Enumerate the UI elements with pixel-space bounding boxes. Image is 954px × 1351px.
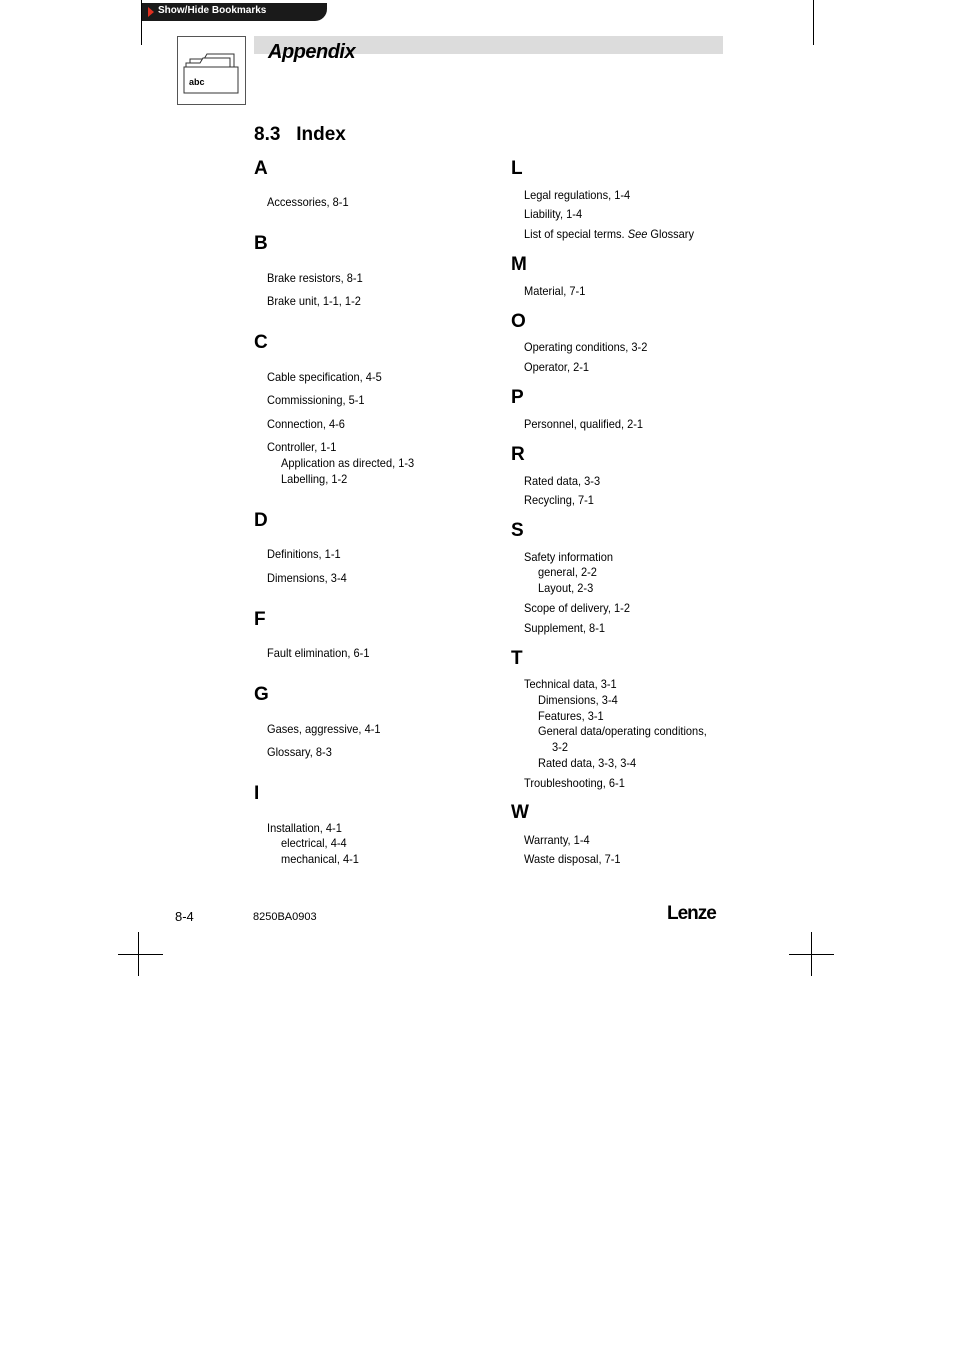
document-code: 8250BA0903 [253,911,317,923]
index-entry: Personnel, qualified, 2-1 [524,417,644,431]
index-letter: R [511,444,525,465]
index-letter: S [511,520,524,541]
index-entry: Material, 7-1 [524,284,586,298]
section-title: 8.3 Index [254,124,346,145]
index-letter: W [511,802,529,823]
lenze-logo: Lenze [667,903,716,924]
crop-mark-bottom-right-h [789,954,834,955]
index-entry: Controller, 1-1 [267,440,337,454]
index-subentry: Features, 3-1 [538,709,604,723]
index-entry-text: List of special terms. [524,227,625,241]
index-entry: Safety information [524,550,613,564]
index-letter: A [254,158,268,179]
index-entry: Connection, 4-6 [267,417,345,431]
index-entry: Definitions, 1-1 [267,547,341,561]
triangle-right-icon [148,7,154,17]
bookmarks-label: Show/Hide Bookmarks [158,5,267,16]
page-number: 8-4 [175,909,194,924]
index-entry: Rated data, 3-3 [524,474,601,488]
index-subentry: General data/operating conditions, [538,724,707,738]
index-subentry: Labelling, 1-2 [281,472,348,486]
index-entry: Waste disposal, 7-1 [524,852,621,866]
index-letter: I [254,783,260,804]
index-subentry: Rated data, 3-3, 3-4 [538,756,637,770]
index-letter: O [511,311,526,332]
crop-mark-top-left [141,0,142,45]
index-entry: Fault elimination, 6-1 [267,646,370,660]
index-subentry: Application as directed, 1-3 [281,456,415,470]
index-entry: Accessories, 8-1 [267,195,349,209]
index-entry: Supplement, 8-1 [524,621,606,635]
index-entry: Scope of delivery, 1-2 [524,601,630,615]
index-entry: Installation, 4-1 [267,821,342,835]
index-entry: Operating conditions, 3-2 [524,340,648,354]
index-letter: C [254,332,268,353]
index-letter: F [254,609,266,630]
index-letter: P [511,387,524,408]
index-entry: Warranty, 1-4 [524,833,590,847]
index-entry: Troubleshooting, 6-1 [524,776,625,790]
index-letter: T [511,648,523,669]
index-entry: Commissioning, 5-1 [267,393,365,407]
index-letter: G [254,684,269,705]
folder-icon [177,36,246,105]
index-subentry: electrical, 4-4 [281,836,347,850]
index-letter: D [254,510,268,531]
crop-mark-bottom-left-h [118,954,163,955]
index-entry: Brake unit, 1-1, 1-2 [267,294,361,308]
show-hide-bookmarks-button[interactable] [141,3,327,21]
index-entry: Cable specification, 4-5 [267,370,382,384]
index-entry: Liability, 1-4 [524,207,583,221]
index-subentry-continued: 3-2 [552,740,568,754]
index-entry: Glossary, 8-3 [267,745,332,759]
folder-label: abc [189,77,205,87]
index-subentry: Layout, 2-3 [538,581,594,595]
index-letter: L [511,158,523,179]
index-letter: B [254,233,268,254]
index-subentry: general, 2-2 [538,565,597,579]
index-entry-see-glossary [524,227,694,241]
index-subentry: Dimensions, 3-4 [538,693,618,707]
crop-mark-top-right [813,0,814,45]
index-entry: Gases, aggressive, 4-1 [267,722,381,736]
index-entry: Recycling, 7-1 [524,493,594,507]
index-entry: Brake resistors, 8-1 [267,271,363,285]
index-entry: Dimensions, 3-4 [267,571,347,585]
chapter-title: Appendix [268,41,356,63]
see-reference: See [627,227,648,241]
index-entry: Technical data, 3-1 [524,677,617,691]
index-entry: Operator, 2-1 [524,360,590,374]
index-entry: Legal regulations, 1-4 [524,188,631,202]
index-letter: M [511,254,527,275]
index-subentry: mechanical, 4-1 [281,852,359,866]
see-target: Glossary [650,227,694,241]
